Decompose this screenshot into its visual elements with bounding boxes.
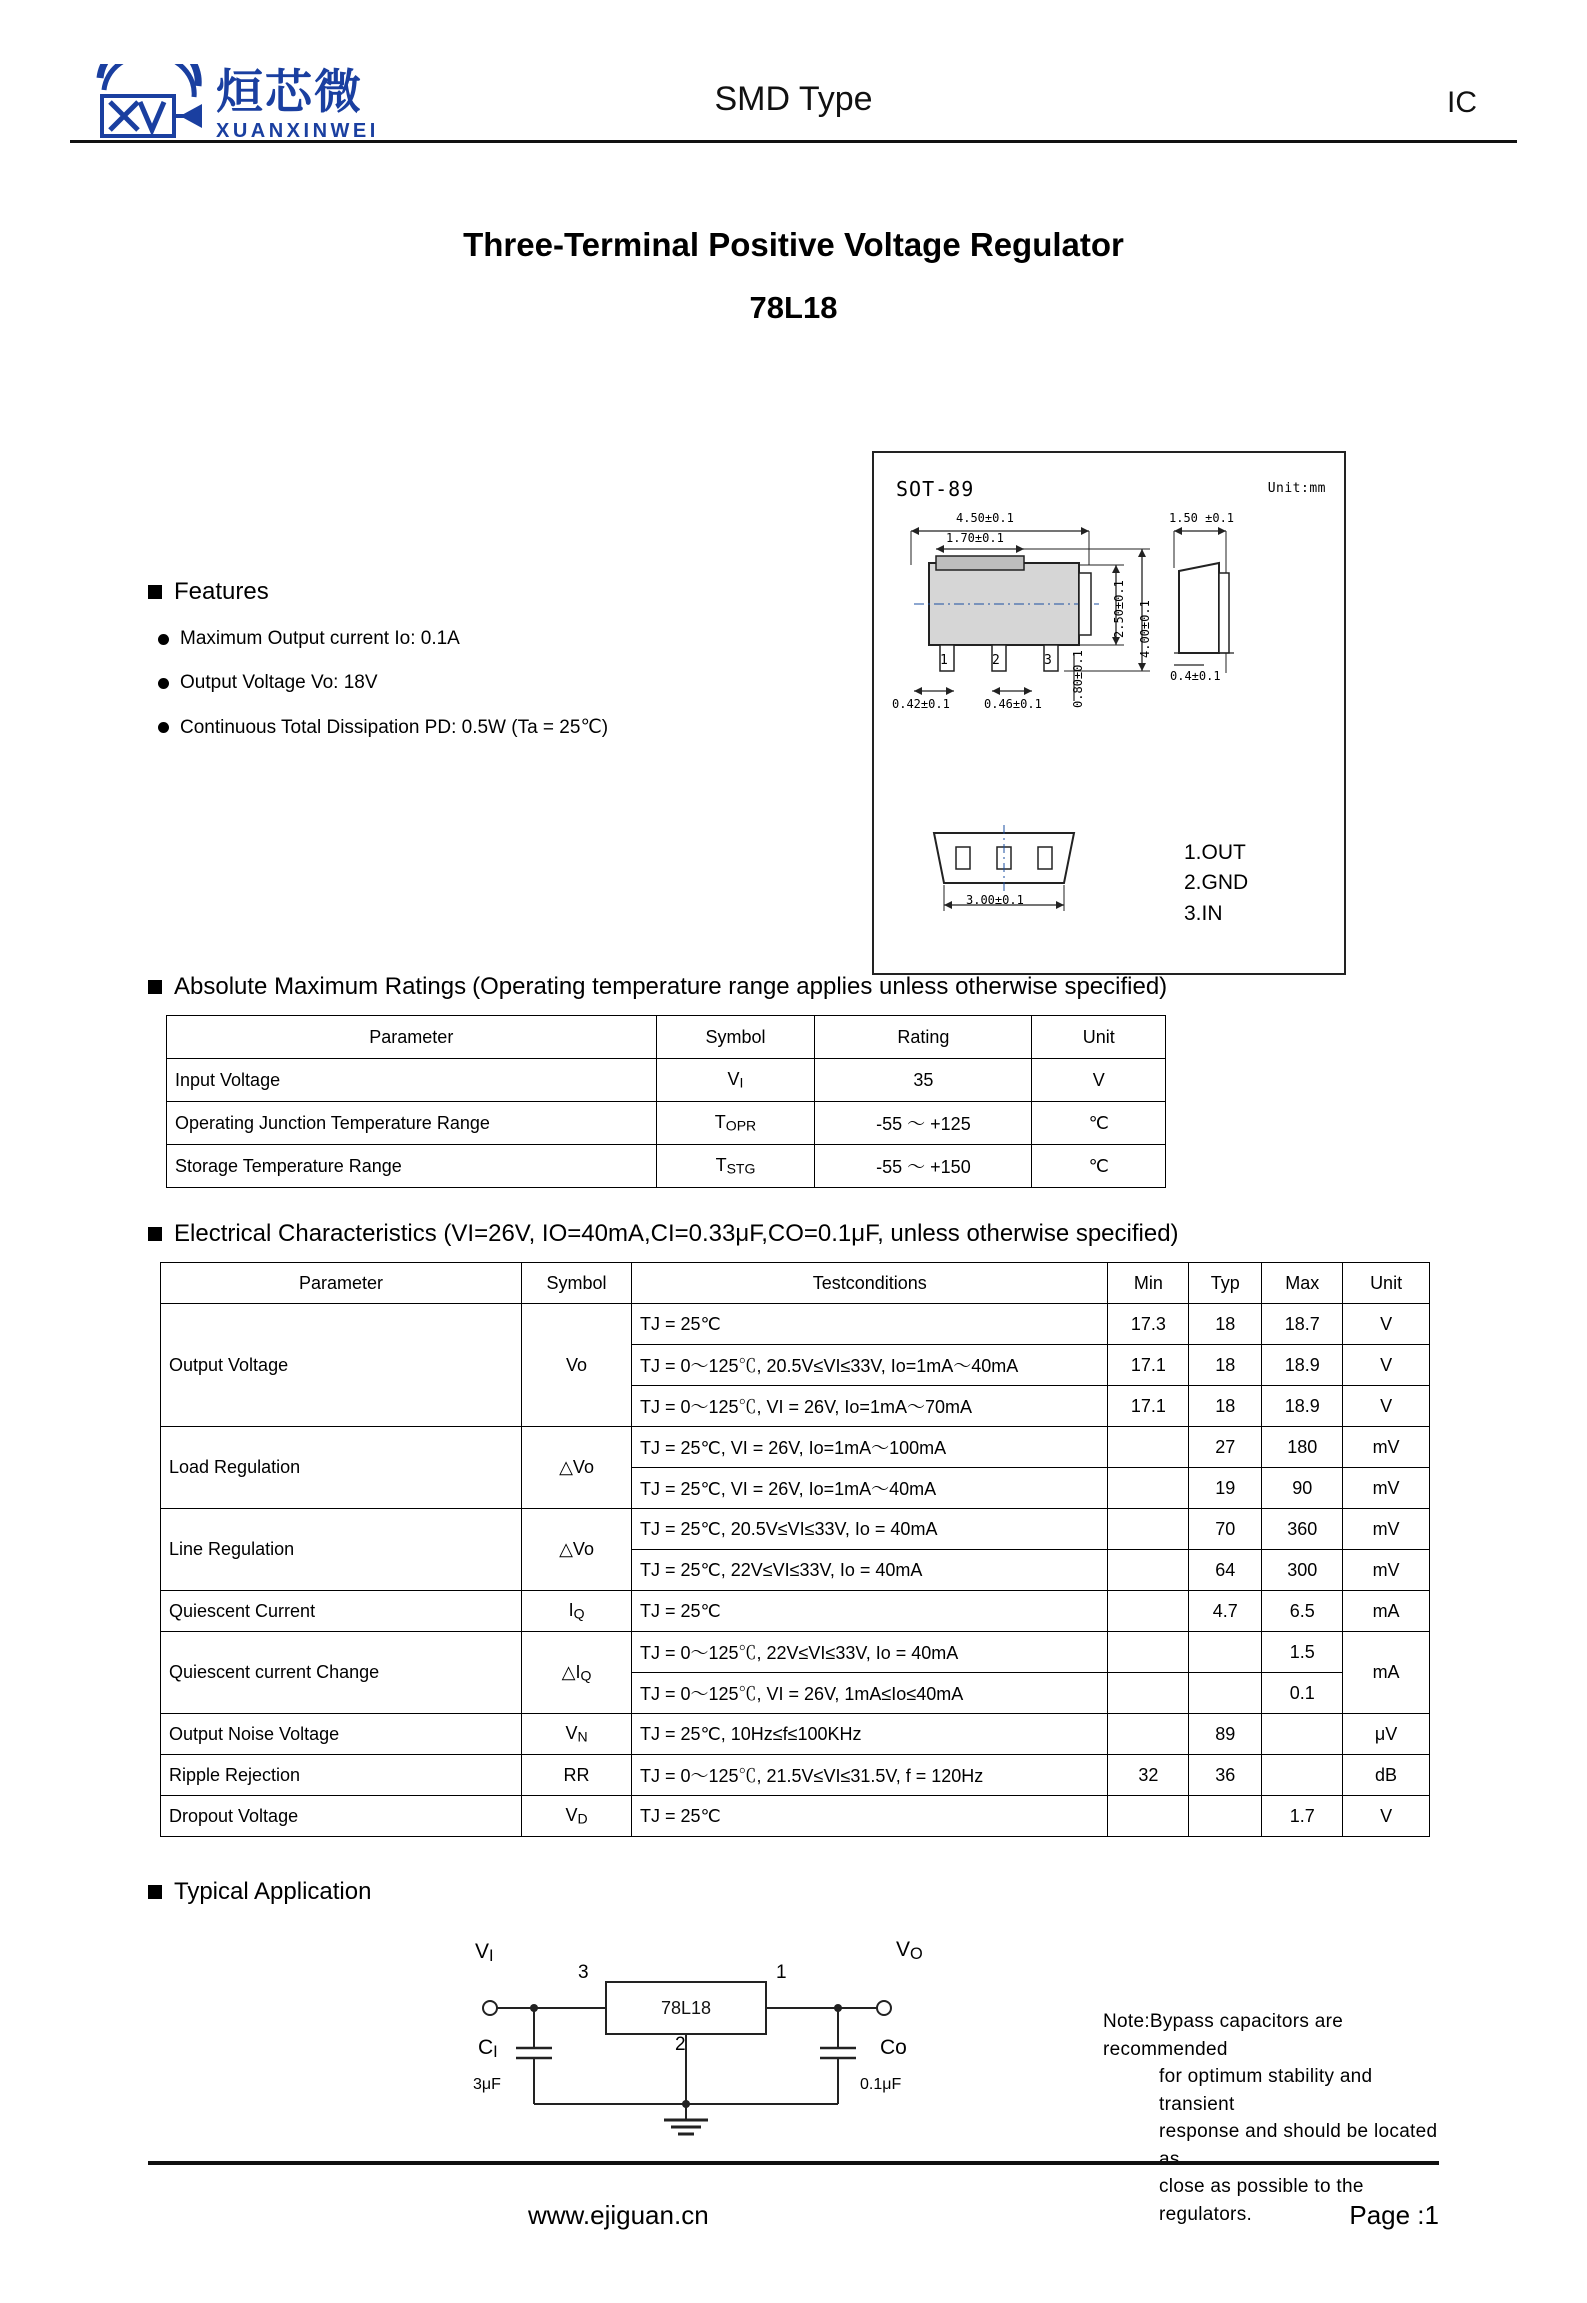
cell-symbol: Vo bbox=[522, 1304, 632, 1427]
cell-unit: mV bbox=[1343, 1550, 1430, 1591]
column-header-min: Min bbox=[1108, 1263, 1189, 1304]
vin-label: VI bbox=[475, 1940, 494, 1965]
bullet-square-icon bbox=[148, 980, 162, 994]
column-header-symbol: Symbol bbox=[656, 1016, 815, 1059]
cell-unit: V bbox=[1343, 1386, 1430, 1427]
package-drawing bbox=[872, 451, 1346, 975]
features-heading bbox=[148, 578, 848, 606]
column-header-parameter: Parameter bbox=[161, 1263, 522, 1304]
cell-unit: V bbox=[1343, 1304, 1430, 1345]
cell-max bbox=[1262, 1714, 1343, 1755]
note-line-2: for optimum stability and transient bbox=[1159, 2066, 1373, 2115]
cell-symbol: IQ bbox=[522, 1591, 632, 1632]
table-row bbox=[161, 1632, 1430, 1673]
cell-typ bbox=[1189, 1632, 1262, 1673]
table-row bbox=[167, 1102, 1166, 1145]
cell-testconditions: TJ = 0～125℃, VI = 26V, 1mA≤Io≤40mA bbox=[631, 1673, 1108, 1714]
column-header-unit: Unit bbox=[1032, 1016, 1166, 1059]
cap-out-value: 0.1μF bbox=[860, 2076, 902, 2093]
application-note bbox=[1103, 2008, 1448, 2228]
table-row bbox=[161, 1591, 1430, 1632]
cell-max: 300 bbox=[1262, 1550, 1343, 1591]
cell-testconditions: TJ = 0～125℃, 21.5V≤VI≤31.5V, f = 120Hz bbox=[631, 1755, 1108, 1796]
cell-max: 18.9 bbox=[1262, 1386, 1343, 1427]
feature-item bbox=[158, 716, 848, 739]
typical-application-heading bbox=[148, 1878, 1448, 1906]
cell-min bbox=[1108, 1714, 1189, 1755]
cell-parameter: Dropout Voltage bbox=[161, 1796, 522, 1837]
dim-body-height: 2.50±0.1 bbox=[1112, 580, 1126, 638]
feature-label: Continuous Total Dissipation PD: 0.5W (Ta = 25℃) bbox=[180, 717, 609, 738]
cell-unit: ℃ bbox=[1032, 1102, 1166, 1145]
column-header-rating: Rating bbox=[815, 1016, 1032, 1059]
page-title: Three-Terminal Positive Voltage Regulator bbox=[463, 226, 1124, 263]
page-header bbox=[70, 58, 1517, 208]
table-row bbox=[161, 1509, 1430, 1550]
cell-max: 360 bbox=[1262, 1509, 1343, 1550]
pin-number-3: 3 bbox=[1044, 653, 1052, 668]
column-header-unit: Unit bbox=[1343, 1263, 1430, 1304]
cell-unit: V bbox=[1343, 1796, 1430, 1837]
cell-max: 6.5 bbox=[1262, 1591, 1343, 1632]
cell-typ: 18 bbox=[1189, 1386, 1262, 1427]
electrical-characteristics-section bbox=[148, 1220, 1468, 1837]
column-header-parameter: Parameter bbox=[167, 1016, 657, 1059]
cell-symbol: VN bbox=[522, 1714, 632, 1755]
cell-symbol: RR bbox=[522, 1755, 632, 1796]
cell-unit: μV bbox=[1343, 1714, 1430, 1755]
dim-pad-pitch-right: 0.46±0.1 bbox=[984, 697, 1042, 711]
feature-label: Output Voltage Vo: 18V bbox=[180, 672, 378, 693]
features-heading-label: Features bbox=[174, 578, 269, 605]
cell-min bbox=[1108, 1468, 1189, 1509]
cell-max: 1.7 bbox=[1262, 1796, 1343, 1837]
cell-testconditions: TJ = 25℃, 10Hz≤f≤100KHz bbox=[631, 1714, 1108, 1755]
cell-typ: 36 bbox=[1189, 1755, 1262, 1796]
cell-min: 17.3 bbox=[1108, 1304, 1189, 1345]
absolute-maximum-section bbox=[148, 973, 1448, 1188]
cell-symbol: △Vo bbox=[522, 1509, 632, 1591]
cell-unit: mV bbox=[1343, 1427, 1430, 1468]
cell-unit: mV bbox=[1343, 1468, 1430, 1509]
cell-max bbox=[1262, 1755, 1343, 1796]
bullet-square-icon bbox=[148, 1227, 162, 1241]
cell-parameter: Output Voltage bbox=[161, 1304, 522, 1427]
cap-in-value: 3μF bbox=[473, 2076, 501, 2093]
logo-chinese-name: 烜芯微 bbox=[216, 65, 363, 120]
cell-unit: dB bbox=[1343, 1755, 1430, 1796]
feature-label: Maximum Output current Io: 0.1A bbox=[180, 628, 460, 649]
logo-english-name: XUANXINWEI bbox=[216, 120, 379, 142]
cell-min: 32 bbox=[1108, 1755, 1189, 1796]
column-header-testconditions: Testconditions bbox=[631, 1263, 1108, 1304]
cell-min bbox=[1108, 1591, 1189, 1632]
svg-text:78L18: 78L18 bbox=[660, 1998, 712, 2018]
cell-testconditions: TJ = 25℃ bbox=[631, 1591, 1108, 1632]
cell-unit: mA bbox=[1343, 1591, 1430, 1632]
package-unit-label: Unit:mm bbox=[1267, 481, 1326, 496]
cell-testconditions: TJ = 25℃, VI = 26V, Io=1mA～100mA bbox=[631, 1427, 1108, 1468]
ic-label: IC bbox=[1447, 86, 1477, 119]
cap-in-label: CI bbox=[478, 2036, 498, 2061]
cell-min bbox=[1108, 1509, 1189, 1550]
cell-typ: 18 bbox=[1189, 1345, 1262, 1386]
table-header-row bbox=[167, 1016, 1166, 1059]
cell-min bbox=[1108, 1632, 1189, 1673]
table-row bbox=[167, 1059, 1166, 1102]
cell-parameter: Operating Junction Temperature Range bbox=[167, 1102, 657, 1145]
dim-inner-width: 1.70±0.1 bbox=[946, 531, 1004, 545]
cell-typ: 4.7 bbox=[1189, 1591, 1262, 1632]
table-row bbox=[167, 1145, 1166, 1188]
cell-typ: 89 bbox=[1189, 1714, 1262, 1755]
absolute-maximum-heading-label: Absolute Maximum Ratings bbox=[174, 973, 467, 1000]
cell-unit: V bbox=[1343, 1345, 1430, 1386]
pin-legend-in: 3.IN bbox=[1184, 901, 1223, 925]
pin-legend bbox=[1184, 838, 1248, 929]
cell-min: 17.1 bbox=[1108, 1345, 1189, 1386]
cell-min bbox=[1108, 1427, 1189, 1468]
cell-testconditions: TJ = 0～125℃, 20.5V≤VI≤33V, Io=1mA～40mA bbox=[631, 1345, 1108, 1386]
cell-rating: -55 ～ +150 bbox=[815, 1145, 1032, 1188]
bullet-dot-icon bbox=[158, 634, 169, 645]
table-row bbox=[161, 1796, 1430, 1837]
header-divider bbox=[70, 140, 1517, 143]
cell-symbol: VI bbox=[656, 1059, 815, 1102]
table-header-row bbox=[161, 1263, 1430, 1304]
feature-item bbox=[158, 628, 848, 650]
bullet-dot-icon bbox=[158, 722, 169, 733]
cell-parameter: Quiescent Current bbox=[161, 1591, 522, 1632]
package-name: SOT-89 bbox=[896, 477, 975, 501]
cell-min: 17.1 bbox=[1108, 1386, 1189, 1427]
cell-parameter: Output Noise Voltage bbox=[161, 1714, 522, 1755]
cell-typ bbox=[1189, 1673, 1262, 1714]
cell-symbol: TSTG bbox=[656, 1145, 815, 1188]
pin-legend-out: 1.OUT bbox=[1184, 841, 1246, 864]
dim-side-thickness: 0.4±0.1 bbox=[1170, 669, 1221, 683]
cap-out-label: Co bbox=[880, 2036, 907, 2059]
cell-max: 18.9 bbox=[1262, 1345, 1343, 1386]
cell-min bbox=[1108, 1673, 1189, 1714]
cell-testconditions: TJ = 0～125℃, 22V≤VI≤33V, Io = 40mA bbox=[631, 1632, 1108, 1673]
cell-min bbox=[1108, 1796, 1189, 1837]
table-row bbox=[161, 1427, 1430, 1468]
column-header-max: Max bbox=[1262, 1263, 1343, 1304]
pin-number-2: 2 bbox=[992, 653, 1000, 668]
cell-max: 18.7 bbox=[1262, 1304, 1343, 1345]
cell-unit: mV bbox=[1343, 1509, 1430, 1550]
column-header-symbol: Symbol bbox=[522, 1263, 632, 1304]
dim-side-width: 1.50 ±0.1 bbox=[1169, 511, 1235, 525]
cell-max: 0.1 bbox=[1262, 1673, 1343, 1714]
cell-testconditions: TJ = 0～125℃, VI = 26V, Io=1mA～70mA bbox=[631, 1386, 1108, 1427]
part-number: 78L18 bbox=[749, 290, 838, 325]
cell-typ: 18 bbox=[1189, 1304, 1262, 1345]
cell-parameter: Line Regulation bbox=[161, 1509, 522, 1591]
page-number: Page :1 bbox=[1349, 2200, 1439, 2230]
cell-symbol: VD bbox=[522, 1796, 632, 1837]
cell-typ: 19 bbox=[1189, 1468, 1262, 1509]
electrical-conditions: (VI=26V, IO=40mA,CI=0.33μF,CO=0.1μF, unless otherwise specified) bbox=[443, 1220, 1179, 1247]
electrical-heading bbox=[148, 1220, 1468, 1248]
cell-parameter: Input Voltage bbox=[167, 1059, 657, 1102]
feature-item bbox=[158, 672, 848, 694]
electrical-heading-label: Electrical Characteristics bbox=[174, 1220, 437, 1247]
smd-type-label: SMD Type bbox=[714, 80, 873, 118]
vout-label: VO bbox=[896, 1938, 923, 1963]
cell-parameter: Quiescent current Change bbox=[161, 1632, 522, 1714]
bullet-dot-icon bbox=[158, 678, 169, 689]
datasheet-page bbox=[0, 58, 1587, 2303]
absolute-maximum-subheading: (Operating temperature range applies unless otherwise specified) bbox=[472, 973, 1168, 1000]
cell-unit: ℃ bbox=[1032, 1145, 1166, 1188]
pin-in-number: 3 bbox=[578, 1962, 589, 1983]
footer-divider bbox=[148, 2161, 1439, 2165]
absolute-maximum-table bbox=[166, 1015, 1166, 1188]
pin-number-1: 1 bbox=[940, 653, 948, 668]
cell-typ: 70 bbox=[1189, 1509, 1262, 1550]
cell-symbol: △Vo bbox=[522, 1427, 632, 1509]
dim-bottom-pitch: 3.00±0.1 bbox=[966, 893, 1024, 907]
page-footer bbox=[148, 2200, 1439, 2231]
dim-top-width: 4.50±0.1 bbox=[956, 511, 1014, 525]
cell-rating: -55 ～ +125 bbox=[815, 1102, 1032, 1145]
dim-total-height: 4.00±0.1 bbox=[1138, 600, 1152, 658]
cell-max: 180 bbox=[1262, 1427, 1343, 1468]
cell-min bbox=[1108, 1550, 1189, 1591]
note-line-1: Note:Bypass capacitors are recommended bbox=[1103, 2011, 1344, 2060]
electrical-characteristics-table bbox=[160, 1262, 1430, 1837]
typical-application-heading-label: Typical Application bbox=[174, 1878, 372, 1905]
cell-testconditions: TJ = 25℃ bbox=[631, 1796, 1108, 1837]
cell-parameter: Load Regulation bbox=[161, 1427, 522, 1509]
cell-unit: V bbox=[1032, 1059, 1166, 1102]
table-row bbox=[161, 1304, 1430, 1345]
cell-typ: 64 bbox=[1189, 1550, 1262, 1591]
pin-gnd-number: 2 bbox=[675, 2034, 686, 2055]
cell-parameter: Storage Temperature Range bbox=[167, 1145, 657, 1188]
pin-legend-gnd: 2.GND bbox=[1184, 871, 1249, 895]
cell-unit: mA bbox=[1343, 1632, 1430, 1714]
cell-typ: 27 bbox=[1189, 1427, 1262, 1468]
website-link[interactable]: www.ejiguan.cn bbox=[528, 2200, 709, 2230]
bullet-square-icon bbox=[148, 1885, 162, 1899]
table-row bbox=[161, 1714, 1430, 1755]
dim-pad-length: 0.80±0.1 bbox=[1071, 650, 1085, 708]
note-line-3: response and should be located as bbox=[1159, 2121, 1438, 2170]
column-header-typ: Typ bbox=[1189, 1263, 1262, 1304]
note-line-4: close as possible to the regulators. bbox=[1159, 2176, 1364, 2225]
cell-parameter: Ripple Rejection bbox=[161, 1755, 522, 1796]
cell-testconditions: TJ = 25℃, 20.5V≤VI≤33V, Io = 40mA bbox=[631, 1509, 1108, 1550]
cell-testconditions: TJ = 25℃ bbox=[631, 1304, 1108, 1345]
cell-testconditions: TJ = 25℃, 22V≤VI≤33V, Io = 40mA bbox=[631, 1550, 1108, 1591]
cell-symbol: △IQ bbox=[522, 1632, 632, 1714]
table-row bbox=[161, 1755, 1430, 1796]
cell-max: 90 bbox=[1262, 1468, 1343, 1509]
absolute-maximum-heading bbox=[148, 973, 1448, 1001]
cell-max: 1.5 bbox=[1262, 1632, 1343, 1673]
cell-rating: 35 bbox=[815, 1059, 1032, 1102]
cell-symbol: TOPR bbox=[656, 1102, 815, 1145]
features-section bbox=[148, 578, 848, 739]
bullet-square-icon bbox=[148, 585, 162, 599]
pin-out-number: 1 bbox=[776, 1962, 787, 1983]
cell-typ bbox=[1189, 1796, 1262, 1837]
dim-pad-pitch-left: 0.42±0.1 bbox=[892, 697, 950, 711]
cell-testconditions: TJ = 25℃, VI = 26V, Io=1mA～40mA bbox=[631, 1468, 1108, 1509]
